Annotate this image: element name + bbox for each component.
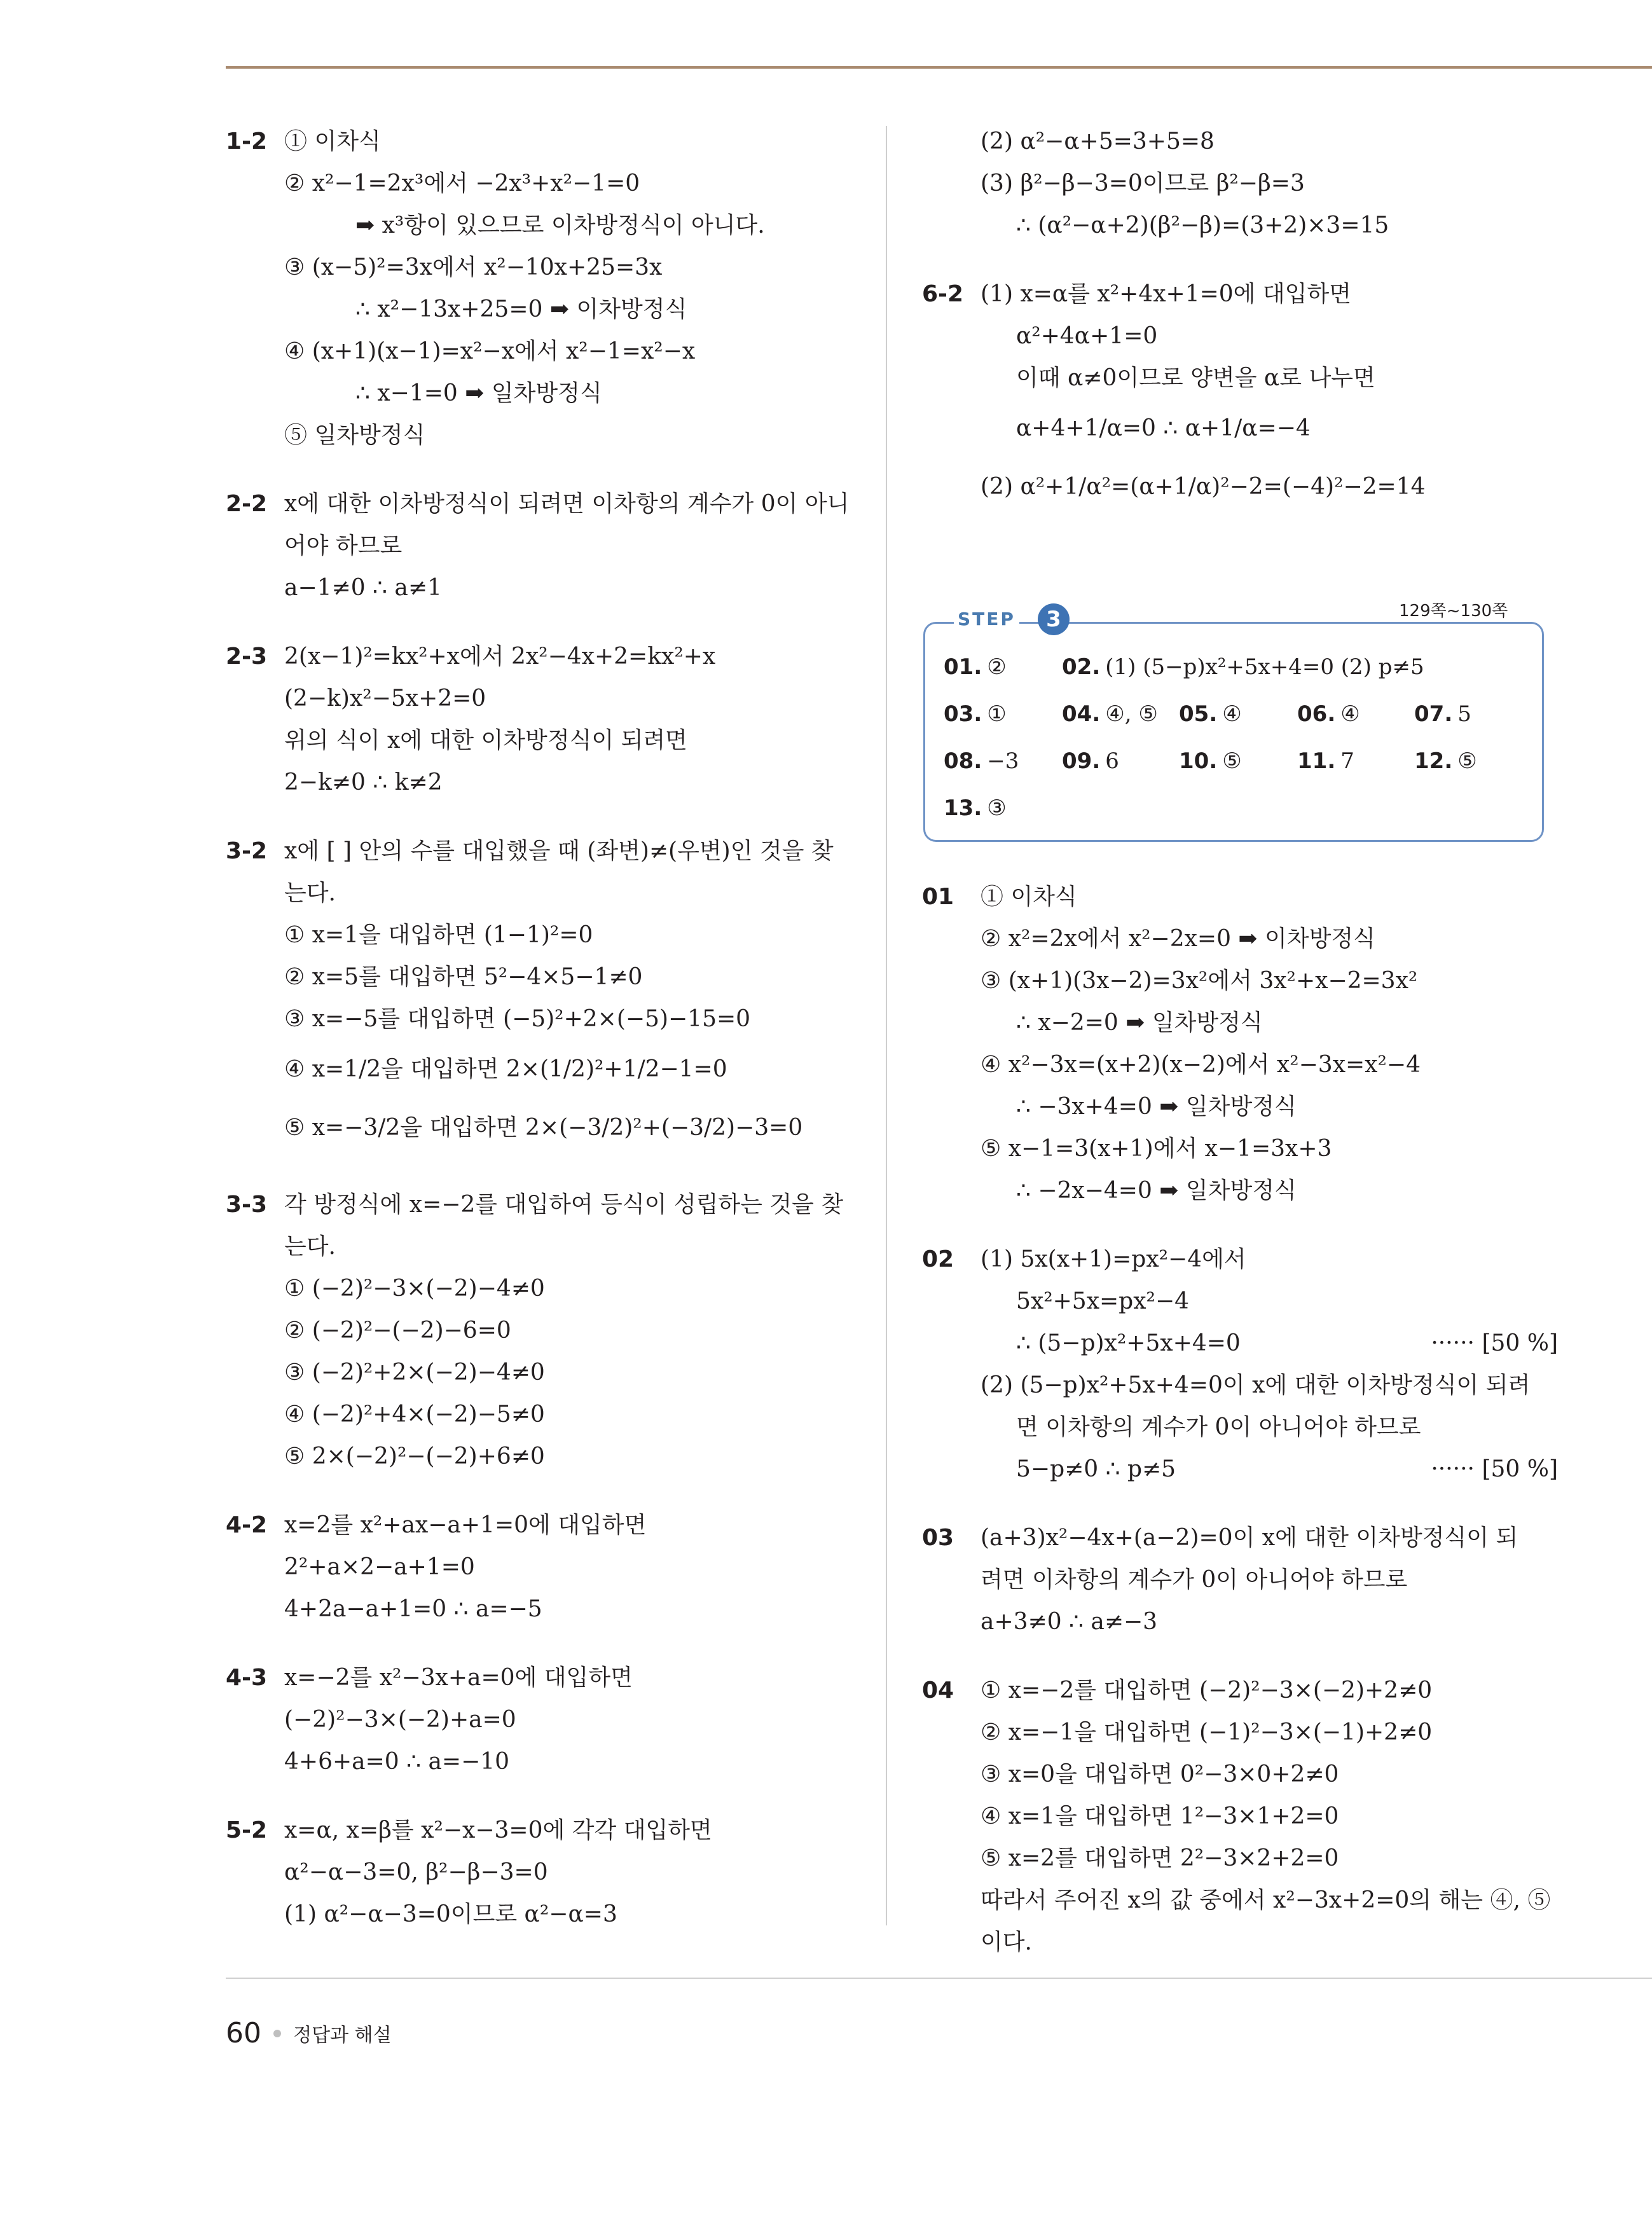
page-number: 60: [226, 2017, 261, 2049]
solution-text: ② (−2)²−(−2)−6=0: [284, 1318, 511, 1344]
answer-value: ②: [987, 654, 1007, 680]
answer-value: ⑤: [1222, 748, 1242, 774]
solution-line: [284, 121, 862, 163]
answer-value: 5: [1457, 701, 1471, 727]
solution-text: a−1≠0 ∴ a≠1: [284, 575, 442, 601]
answer-question-number: 12.: [1414, 748, 1453, 774]
solution-line: [284, 830, 862, 872]
solution-line: [284, 1894, 862, 1936]
answer-question-number: 05.: [1179, 701, 1218, 727]
solution-line: [981, 1796, 1558, 1838]
solution-line: [284, 678, 862, 720]
problem-number: 2-3: [226, 644, 268, 670]
solution-text: 4+2a−a+1=0 ∴ a=−5: [284, 1596, 542, 1622]
solution-line: [981, 399, 1558, 458]
problem-block: [226, 636, 862, 804]
problem-block: [226, 121, 862, 457]
solution-text: ∴ (α²−α+2)(β²−β)=(3+2)×3=15: [1016, 212, 1389, 238]
solution-text: (2) α²+1/α²=(α+1/α)²−2=(−4)²−2=14: [981, 474, 1426, 500]
step-answer-cell: [944, 785, 1007, 832]
problem-block: [226, 1657, 862, 1783]
solution-text: ∴ (5−p)x²+5x+4=0: [1016, 1330, 1241, 1356]
step-number-badge: 3: [1038, 603, 1070, 635]
solution-line: [284, 331, 862, 373]
solution-line: [284, 205, 862, 247]
solution-line: [981, 1281, 1558, 1323]
solution-line: [981, 1407, 1558, 1449]
problem-number: 4-3: [226, 1665, 268, 1691]
solution-line: [981, 1086, 1558, 1128]
step-answer-cell: [1297, 738, 1354, 785]
problem-number: 01: [922, 884, 954, 910]
step-label: STEP: [954, 609, 1019, 630]
solution-text: (1) α²−α−3=0이므로 α²−α=3: [284, 1901, 617, 1927]
answer-question-number: 13.: [944, 795, 982, 821]
solution-line: [284, 1852, 862, 1894]
answer-value: ③: [987, 795, 1007, 821]
step-answer-cell: [1179, 738, 1242, 785]
solution-text: 각 방정식에 x=−2를 대입하여 등식이 성립하는 것을 찾: [284, 1192, 844, 1218]
solution-text: ① (−2)²−3×(−2)−4≠0: [284, 1276, 545, 1302]
solution-text: ① 이차식: [981, 884, 1077, 910]
problem-number: 4-2: [226, 1512, 268, 1538]
solution-text: a+3≠0 ∴ a≠−3: [981, 1609, 1158, 1635]
step-answer-row: [944, 644, 1529, 691]
solution-line: [284, 1310, 862, 1352]
problem-number: 5-2: [226, 1817, 268, 1843]
solution-text: ③ (−2)²+2×(−2)−4≠0: [284, 1359, 545, 1386]
solution-text: 이다.: [981, 1929, 1032, 1955]
solution-text: 5x²+5x=px²−4: [1016, 1288, 1190, 1314]
solution-line: [284, 1699, 862, 1741]
answer-value: 7: [1340, 748, 1354, 774]
problem-block: [922, 1239, 1558, 1490]
step-answer-grid: [944, 644, 1529, 832]
solution-line: [284, 373, 862, 415]
solution-line: [284, 720, 862, 762]
solution-text: x=2를 x²+ax−a+1=0에 대입하면: [284, 1512, 647, 1538]
left-column: [226, 121, 862, 1962]
solution-line: [981, 273, 1558, 315]
solution-line: [981, 1002, 1558, 1044]
solution-text: x=α, x=β를 x²−x−3=0에 각각 대입하면: [284, 1817, 712, 1843]
solution-line: [284, 1657, 862, 1699]
right-column-bottom: [922, 876, 1558, 1990]
solution-line: [981, 1754, 1558, 1796]
score-note: ······ [50 %]: [1431, 1456, 1558, 1482]
solution-text: 면 이차항의 계수가 0이 아니어야 하므로: [1016, 1414, 1421, 1440]
solution-text: 4+6+a=0 ∴ a=−10: [284, 1749, 510, 1775]
solution-line: [981, 1128, 1558, 1170]
problem-block: [226, 1504, 862, 1630]
solution-text: (a+3)x²−4x+(a−2)=0이 x에 대한 이차방정식이 되: [981, 1525, 1518, 1551]
step-answer-cell: [1297, 691, 1360, 738]
solution-line: [284, 415, 862, 457]
problem-block: [922, 273, 1558, 516]
solution-line: [284, 289, 862, 331]
solution-line: [284, 914, 862, 956]
solution-line: [284, 525, 862, 567]
step-answer-cell: [1414, 738, 1477, 785]
solution-line: [981, 205, 1558, 247]
answer-question-number: 11.: [1297, 748, 1336, 774]
answer-question-number: 02.: [1062, 654, 1101, 680]
solution-text: 5−p≠0 ∴ p≠5: [1016, 1456, 1176, 1482]
solution-line: [981, 121, 1558, 163]
solution-text: ⑤ x=2를 대입하면 2²−3×2+2=0: [981, 1845, 1339, 1871]
solution-text: 따라서 주어진 x의 값 중에서 x²−3x+2=0의 해는 ④, ⑤: [981, 1887, 1551, 1913]
solution-line: [284, 483, 862, 525]
problem-number: 1-2: [226, 128, 268, 155]
solution-text: ③ x=−5를 대입하면 (−5)²+2×(−5)−15=0: [284, 1006, 751, 1032]
solution-text: ② x²−1=2x³에서 −2x³+x²−1=0: [284, 170, 640, 196]
solution-line: [981, 918, 1558, 960]
solution-line: [284, 1352, 862, 1394]
solution-line: [981, 960, 1558, 1002]
solution-text: α+4+1/α=0 ∴ α+1/α=−4: [1016, 415, 1311, 441]
solution-text: x에 대한 이차방정식이 되려면 이차항의 계수가 0이 아니: [284, 491, 850, 517]
solution-line: [284, 1741, 862, 1783]
solution-line: [284, 1436, 862, 1478]
solution-line: [981, 1712, 1558, 1754]
answer-value: ④, ⑤: [1105, 701, 1158, 727]
solution-text: 는다.: [284, 880, 336, 906]
solution-text: (2−k)x²−5x+2=0: [284, 685, 486, 712]
column-divider: [886, 126, 887, 1925]
solution-text: ① 이차식: [284, 128, 381, 155]
solution-text: α²−α−3=0, β²−β−3=0: [284, 1859, 548, 1885]
solution-text: ② x=5를 대입하면 5²−4×5−1≠0: [284, 964, 643, 990]
solution-text: 2(x−1)²=kx²+x에서 2x²−4x+2=kx²+x: [284, 644, 716, 670]
solution-text: 어야 하므로: [284, 533, 403, 559]
answer-question-number: 03.: [944, 701, 982, 727]
solution-text: ④ (−2)²+4×(−2)−5≠0: [284, 1401, 545, 1428]
top-rule: [226, 66, 1652, 69]
answer-value: ⑤: [1457, 748, 1477, 774]
solution-line: [284, 1268, 862, 1310]
answer-question-number: 04.: [1062, 701, 1101, 727]
solution-line: [981, 1880, 1558, 1922]
solution-line: [981, 1559, 1558, 1601]
solution-line: [284, 872, 862, 914]
solution-line: [284, 1226, 862, 1268]
problem-number: 04: [922, 1677, 954, 1703]
problem-block: [922, 121, 1558, 247]
solution-line: [981, 1601, 1558, 1643]
solution-text: (−2)²−3×(−2)+a=0: [284, 1707, 516, 1733]
solution-line: [981, 1838, 1558, 1880]
solution-line: [284, 1394, 862, 1436]
step-pages: 129쪽~130쪽: [1399, 602, 1508, 621]
step-answer-row: [944, 738, 1529, 785]
step-answer-cell: [1179, 691, 1242, 738]
solution-text: 위의 식이 x에 대한 이차방정식이 되려면: [284, 727, 687, 754]
solution-line: [284, 1546, 862, 1588]
solution-line: [981, 1044, 1558, 1086]
step-answer-row: [944, 691, 1529, 738]
problem-number: 3-3: [226, 1192, 268, 1218]
solution-line: [284, 1040, 862, 1099]
solution-text: ∴ x−1=0 ➡ 일차방정식: [355, 380, 602, 406]
solution-line: [284, 1588, 862, 1630]
solution-text: ② x²=2x에서 x²−2x=0 ➡ 이차방정식: [981, 926, 1375, 952]
footer-dot: [273, 2030, 281, 2037]
solution-text: ∴ x²−13x+25=0 ➡ 이차방정식: [355, 296, 687, 322]
answer-question-number: 06.: [1297, 701, 1336, 727]
step-answer-cell: [1062, 644, 1424, 691]
problem-number: 03: [922, 1525, 954, 1551]
solution-line: [284, 1184, 862, 1226]
solution-text: (2) α²−α+5=3+5=8: [981, 128, 1215, 155]
solution-line: [284, 1504, 862, 1546]
solution-text: x에 [ ] 안의 수를 대입했을 때 (좌변)≠(우변)인 것을 찾: [284, 838, 834, 864]
solution-line: [284, 247, 862, 289]
problem-block: [922, 1517, 1558, 1643]
step-answer-cell: [1062, 738, 1119, 785]
problem-number: 6-2: [922, 281, 964, 307]
solution-text: 2−k≠0 ∴ k≠2: [284, 769, 443, 795]
answer-value: ④: [1222, 701, 1242, 727]
score-note: ······ [50 %]: [1431, 1330, 1558, 1356]
problem-number: 02: [922, 1246, 954, 1272]
footer-title: 정답과 해설: [293, 2024, 392, 2047]
solution-text: ③ (x−5)²=3x에서 x²−10x+25=3x: [284, 254, 663, 280]
step-answer-cell: [944, 738, 1019, 785]
problem-number: 2-2: [226, 491, 268, 517]
answer-question-number: 09.: [1062, 748, 1101, 774]
solution-text: ⑤ x=−3/2을 대입하면 2×(−3/2)²+(−3/2)−3=0: [284, 1115, 803, 1141]
answer-value: ④: [1340, 701, 1360, 727]
solution-text: (1) 5x(x+1)=px²−4에서: [981, 1246, 1246, 1272]
solution-line: [981, 1517, 1558, 1559]
problem-block: [226, 1184, 862, 1478]
solution-line: [284, 636, 862, 678]
solution-line: [981, 1323, 1558, 1365]
solution-text: ⑤ 일차방정식: [284, 422, 425, 448]
answer-question-number: 01.: [944, 654, 982, 680]
problem-block: [922, 876, 1558, 1212]
solution-line: [981, 163, 1558, 205]
answer-value: 6: [1105, 748, 1119, 774]
solution-text: ∴ −2x−4=0 ➡ 일차방정식: [1016, 1178, 1297, 1204]
solution-text: ③ (x+1)(3x−2)=3x²에서 3x²+x−2=3x²: [981, 968, 1418, 994]
solution-text: ② x=−1을 대입하면 (−1)²−3×(−1)+2≠0: [981, 1719, 1433, 1745]
answer-question-number: 08.: [944, 748, 982, 774]
problem-block: [922, 1670, 1558, 1964]
answer-value: (1) (5−p)x²+5x+4=0 (2) p≠5: [1105, 654, 1424, 680]
solution-text: α²+4α+1=0: [1016, 323, 1158, 349]
problem-number: 3-2: [226, 838, 268, 864]
answer-question-number: 07.: [1414, 701, 1453, 727]
solution-text: 는다.: [284, 1234, 336, 1260]
solution-line: [981, 357, 1558, 399]
solution-text: 려면 이차항의 계수가 0이 아니어야 하므로: [981, 1567, 1408, 1593]
answer-value: ①: [987, 701, 1007, 727]
solution-line: [981, 1449, 1558, 1490]
solution-text: (1) x=α를 x²+4x+1=0에 대입하면: [981, 281, 1351, 307]
solution-text: ④ x=1을 대입하면 1²−3×1+2=0: [981, 1803, 1339, 1829]
solution-line: [981, 1365, 1558, 1407]
solution-line: [981, 458, 1558, 516]
problem-block: [226, 1810, 862, 1936]
step-answer-row: [944, 785, 1529, 832]
solution-line: [284, 762, 862, 804]
solution-text: ∴ −3x+4=0 ➡ 일차방정식: [1016, 1094, 1297, 1120]
solution-text: ⑤ x−1=3(x+1)에서 x−1=3x+3: [981, 1136, 1332, 1162]
problem-block: [226, 830, 862, 1157]
solution-text: ⑤ 2×(−2)²−(−2)+6≠0: [284, 1443, 545, 1469]
solution-text: 2²+a×2−a+1=0: [284, 1554, 475, 1580]
solution-text: ④ x=1/2을 대입하면 2×(1/2)²+1/2−1=0: [284, 1056, 727, 1082]
answer-value: −3: [987, 748, 1019, 774]
solution-line: [284, 1099, 862, 1157]
solution-text: ③ x=0을 대입하면 0²−3×0+2≠0: [981, 1761, 1339, 1787]
solution-text: ④ x²−3x=(x+2)(x−2)에서 x²−3x=x²−4: [981, 1052, 1421, 1078]
solution-line: [284, 567, 862, 609]
step-answer-cell: [1414, 691, 1471, 738]
solution-text: (3) β²−β−3=0이므로 β²−β=3: [981, 170, 1305, 196]
solution-line: [981, 1239, 1558, 1281]
solution-text: (2) (5−p)x²+5x+4=0이 x에 대한 이차방정식이 되려: [981, 1372, 1531, 1398]
solution-line: [284, 1810, 862, 1852]
solution-text: ∴ x−2=0 ➡ 일차방정식: [1016, 1010, 1263, 1036]
solution-text: x=−2를 x²−3x+a=0에 대입하면: [284, 1665, 633, 1691]
footer: [226, 2017, 392, 2049]
solution-line: [981, 1922, 1558, 1964]
step-answer-cell: [944, 644, 1007, 691]
solution-text: ➡ x³항이 있으므로 이차방정식이 아니다.: [355, 212, 765, 238]
right-column-top: [922, 121, 1558, 543]
solution-text: ④ (x+1)(x−1)=x²−x에서 x²−1=x²−x: [284, 338, 696, 364]
solution-line: [284, 998, 862, 1040]
solution-line: [981, 876, 1558, 918]
solution-line: [284, 163, 862, 205]
solution-line: [284, 956, 862, 998]
solution-line: [981, 315, 1558, 357]
solution-line: [981, 1170, 1558, 1212]
problem-block: [226, 483, 862, 609]
step-answer-cell: [944, 691, 1007, 738]
solution-text: 이때 α≠0이므로 양변을 α로 나누면: [1016, 365, 1375, 391]
step-answer-cell: [1062, 691, 1158, 738]
solution-text: ① x=−2를 대입하면 (−2)²−3×(−2)+2≠0: [981, 1677, 1433, 1703]
answer-question-number: 10.: [1179, 748, 1218, 774]
solution-text: ① x=1을 대입하면 (1−1)²=0: [284, 922, 593, 948]
solution-line: [981, 1670, 1558, 1712]
